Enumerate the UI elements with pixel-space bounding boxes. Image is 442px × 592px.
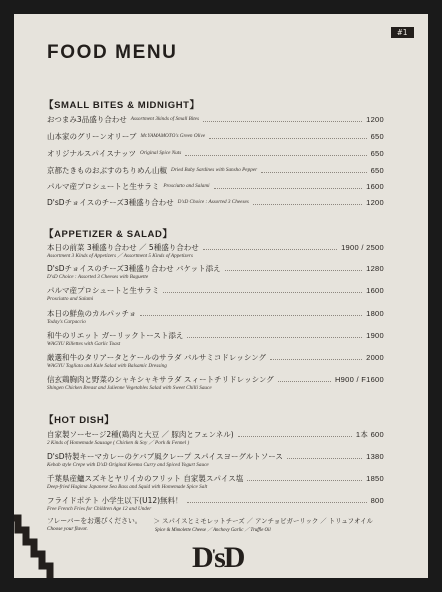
- leader-dots: [187, 337, 362, 338]
- item-price: H900 / F1600: [334, 375, 384, 384]
- leader-dots: [209, 138, 367, 139]
- item-name: 京都たきものおぶすのちりめん山椒: [47, 166, 167, 175]
- item-name-en: D'sD Choice : Assorted 3 Cheeses: [177, 199, 249, 205]
- item-price: 1200: [366, 115, 384, 124]
- leader-dots: [225, 270, 362, 271]
- item-price: 800: [370, 496, 384, 505]
- stair-step-decoration: [14, 424, 94, 578]
- flavor-options-en: Spice & Mimolette Cheese ／ Anchovy Garlic ／ Truffle Oil: [155, 528, 271, 533]
- menu-item: [47, 495, 384, 513]
- item-name: 自家製ソーセージ2種(鶏肉と大豆 ／ 豚肉とフェンネル): [47, 430, 234, 439]
- page-number-badge: #1: [391, 27, 414, 38]
- item-price: 1800: [366, 309, 384, 318]
- menu-item: [47, 285, 384, 303]
- item-price: 1900 / 2500: [341, 243, 384, 252]
- item-price: 1600: [366, 286, 384, 295]
- item-name: D'sDチョイスのチーズ3種盛り合わせ: [47, 198, 174, 207]
- item-price: 2000: [366, 353, 384, 362]
- menu-item: [47, 148, 384, 159]
- menu-item: [47, 330, 384, 348]
- item-name: パルマ産プロシュートと生サラミ: [47, 286, 160, 295]
- item-name-en: Dried Baby Sardines with Sansho Pepper: [171, 167, 258, 173]
- item-name: 信玄鶏胸肉と野菜のシャキシャキサラダ スィートチリドレッシング: [47, 375, 274, 384]
- leader-dots: [247, 480, 362, 481]
- flavor-options-list: ＞ スパイスとミモレットチーズ ／ アンチョビガーリック ／ トリュフオイル: [153, 517, 373, 525]
- item-price: 1900: [366, 331, 384, 340]
- menu-item: [47, 114, 384, 125]
- menu-item: [47, 451, 384, 469]
- item-name: D'sDチョイスのチーズ3種盛り合わせ バケット添え: [47, 264, 221, 273]
- leader-dots: [140, 315, 362, 316]
- section-heading-small-bites: 【SMALL BITES & MIDNIGHT】: [44, 100, 200, 111]
- item-price: 1380: [366, 452, 384, 461]
- leader-dots: [214, 188, 363, 189]
- item-name-en: Mr.YAMAMOTO's Green Olive: [140, 133, 206, 139]
- item-price: 1本 600: [355, 430, 384, 439]
- item-name: D'sD特製キーマカレーのケバブ風クレープ スパイスヨーグルトソース: [47, 452, 283, 461]
- leader-dots: [287, 458, 362, 459]
- item-name-en: Original Spice Nuts: [140, 150, 182, 156]
- item-name: オリジナルスパイスナッツ: [47, 149, 137, 158]
- item-price: 1600: [366, 182, 384, 191]
- item-name: フライドポテト 小学生以下(U12)無料！: [47, 496, 183, 505]
- item-price: 650: [370, 166, 384, 175]
- flavor-label: フレーバーをお選びください。: [47, 517, 142, 525]
- item-name-en: Prosciutto and Salami: [47, 296, 94, 302]
- item-price: 650: [370, 132, 384, 141]
- section-heading-appetizer-salad: 【APPETIZER & SALAD】: [44, 229, 173, 240]
- item-name-en: WAGYU Tagliata and Kale Salad with Balsamic Dressing: [47, 363, 167, 369]
- menu-item: [47, 308, 384, 326]
- menu-item: [47, 197, 384, 208]
- leader-dots: [187, 502, 367, 503]
- item-name-en: WAGYU Rillettes with Garlic Toast: [47, 341, 121, 347]
- menu-item: [47, 242, 384, 260]
- page-title: FOOD MENU: [47, 42, 178, 63]
- leader-dots: [238, 436, 352, 437]
- leader-dots: [203, 249, 337, 250]
- item-name-en: Assortment 3 Kinds of Appetizers ／ Assortment 5 Kinds of Appetizers: [47, 253, 193, 259]
- menu-item: [47, 165, 384, 176]
- leader-dots: [270, 359, 362, 360]
- item-price: 1850: [366, 474, 384, 483]
- menu-item: [47, 473, 384, 491]
- dsd-logo: D'sD: [192, 541, 244, 574]
- menu-item: [47, 131, 384, 142]
- leader-dots: [163, 292, 362, 293]
- item-name-en: Shingen Chicken Breast and Julienne Vegetables Salad with Sweet Chilli Sauce: [47, 385, 212, 391]
- menu-page: [14, 14, 428, 578]
- item-name: おつまみ3品盛り合わせ: [47, 115, 127, 124]
- menu-item: [47, 352, 384, 370]
- item-price: 1280: [366, 264, 384, 273]
- flavor-options: [47, 516, 407, 534]
- item-name-en: Today's Carpaccio: [47, 319, 86, 325]
- menu-item: [47, 374, 384, 392]
- item-name: 本日の鮮魚のカルパッチョ: [47, 309, 137, 318]
- flavor-label-en: Choose your flavor.: [47, 526, 88, 532]
- item-name: 和牛のリエット ガーリックトースト添え: [47, 331, 184, 340]
- menu-item: [47, 181, 384, 192]
- item-name-en: Assortment 3kinds of Small Bites: [130, 116, 200, 122]
- item-price: 650: [370, 149, 384, 158]
- item-price: 1200: [366, 198, 384, 207]
- menu-item: [47, 263, 384, 281]
- item-name-en: Deep-fried Hagima Japanese Sea Bass and Squid with Homemade Spice Salt: [47, 484, 208, 490]
- menu-item: [47, 429, 384, 447]
- item-name-en: D'sD Choice : Assorted 3 Cheeses with Baguette: [47, 274, 149, 280]
- item-name-en: 2 Kinds of Homemade Sausage ( Chicken & Soy ／ Pork & Fennel ): [47, 440, 190, 446]
- leader-dots: [261, 172, 366, 173]
- item-name: 山本家のグリーンオリーブ: [47, 132, 137, 141]
- leader-dots: [185, 155, 366, 156]
- leader-dots: [253, 204, 362, 205]
- item-name: 厳選和牛のタリアータとケールのサラダ バルサミコドレッシング: [47, 353, 267, 362]
- leader-dots: [203, 121, 362, 122]
- item-name: 本日の前菜 3種盛り合わせ ／ 5種盛り合わせ: [47, 243, 199, 252]
- item-name: 千葉県産鱸スズキとヤリイカのフリット 自家製スパイス塩: [47, 474, 244, 483]
- leader-dots: [278, 381, 331, 382]
- item-name: パルマ産プロシュートと生サラミ: [47, 182, 160, 191]
- item-name-en: Prosciutto and Salami: [163, 183, 210, 189]
- item-name-en: Free French Fries for Children Age 12 and Under: [47, 506, 152, 512]
- section-heading-hot-dish: 【HOT DISH】: [44, 415, 115, 426]
- item-name-en: Kebab style Crepe with D'sD Original Keema Curry and Spiced Yogurt Sauce: [47, 462, 209, 468]
